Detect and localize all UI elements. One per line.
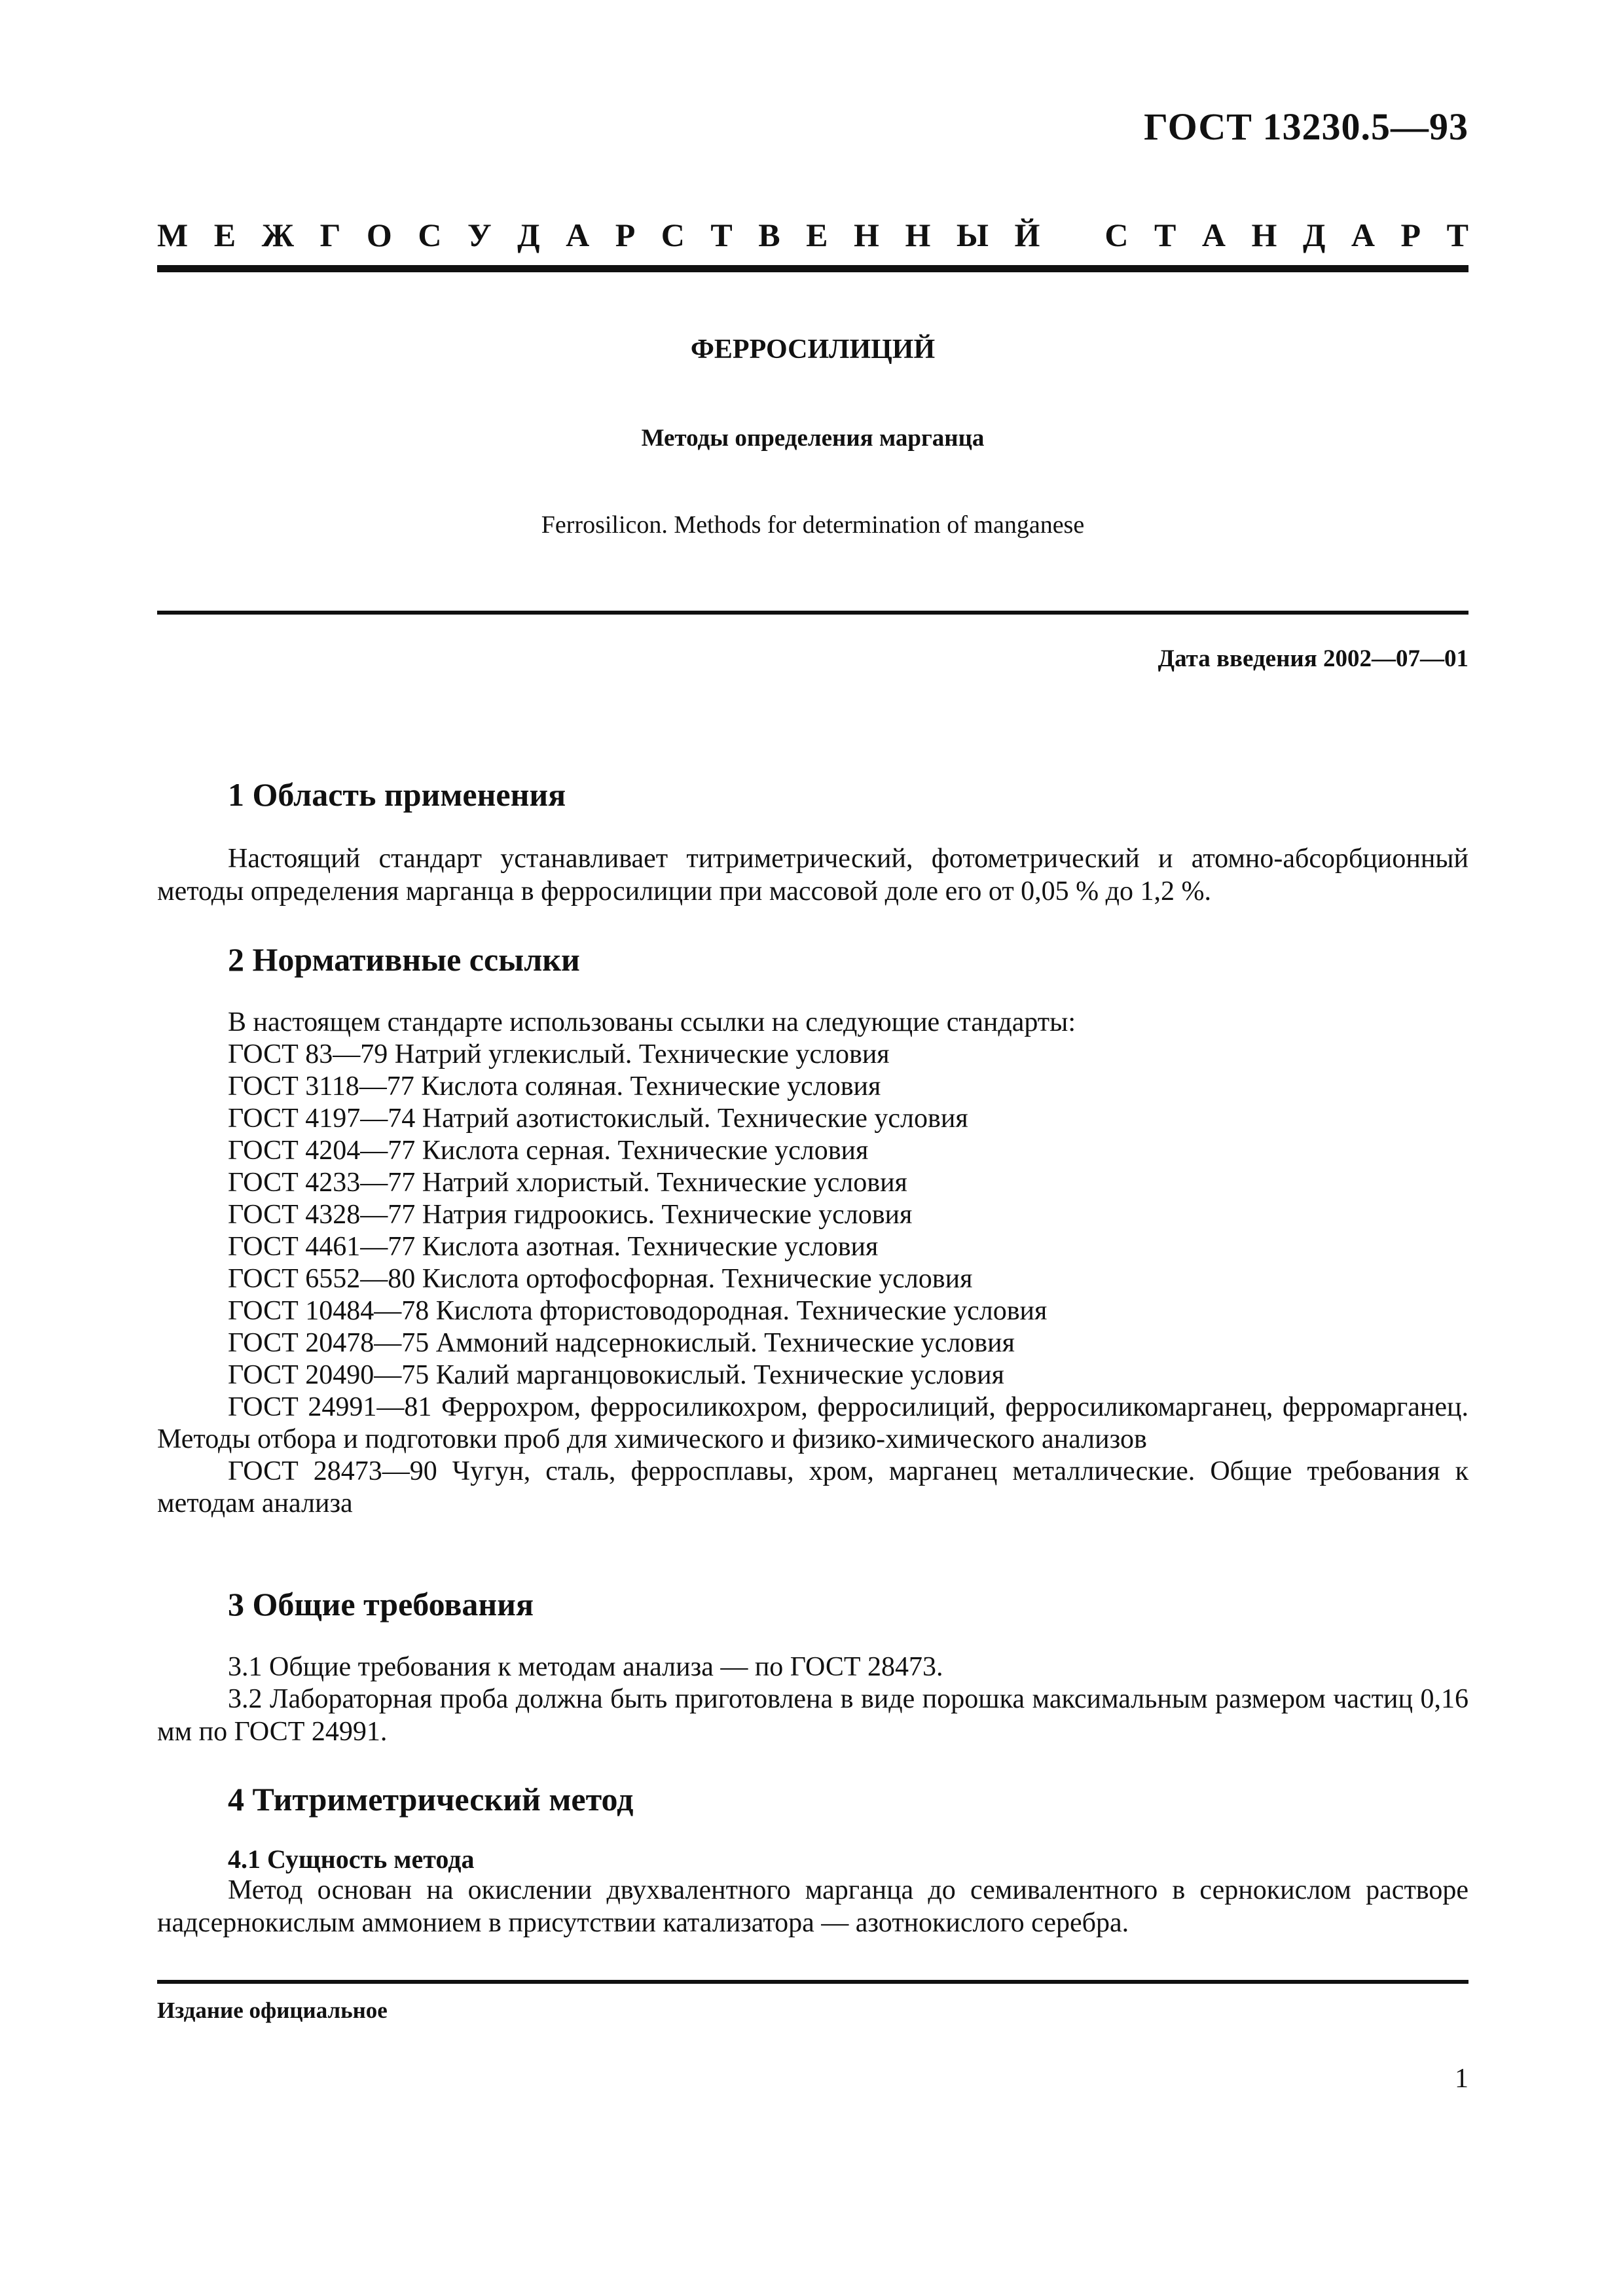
header-letter: Ж (261, 217, 295, 253)
header-letter: Д (1302, 217, 1326, 253)
section-paragraph (157, 1874, 1468, 1939)
reference-item (157, 1456, 1468, 1520)
header-letter: С (661, 217, 685, 253)
header-letter: Д (517, 217, 540, 253)
reference-item: ГОСТ 83—79 Натрий углекислый. Технические условия (228, 1039, 890, 1069)
header-letter: М (157, 217, 189, 253)
paragraph-text: 3.2 Лабораторная проба должна быть приготовлена в виде порошка максимальным размером частиц 0,16 мм по ГОСТ 24991. (157, 1684, 1468, 1747)
reference-text: ГОСТ 24991—81 Феррохром, ферросиликохром, ферросилиций, ферросиликомарганец, ферромарганец. Методы отбора и подготовки проб для химического и физико-химического анализов (157, 1392, 1468, 1454)
section-heading: 2 Нормативные ссылки (228, 941, 580, 978)
subsection-heading: 4.1 Сущность метода (228, 1844, 475, 1874)
reference-item: ГОСТ 3118—77 Кислота соляная. Технические условия (228, 1071, 881, 1102)
reference-item: ГОСТ 20478—75 Аммоний надсернокислый. Технические условия (228, 1328, 1015, 1358)
section-paragraph (157, 1651, 1468, 1683)
header-letter: А (1351, 217, 1375, 253)
header-letter: Е (213, 217, 236, 253)
header-rule (157, 265, 1468, 272)
reference-item (157, 1391, 1468, 1456)
section-heading: 1 Область применения (228, 776, 566, 813)
reference-item: ГОСТ 10484—78 Кислота фтористоводородная. Технические условия (228, 1296, 1048, 1326)
reference-item: ГОСТ 4328—77 Натрия гидроокись. Технические условия (228, 1200, 913, 1230)
section-paragraph (157, 1683, 1468, 1748)
header-letter: О (366, 217, 392, 253)
normative-references (157, 1007, 1468, 1520)
header-letter: Н (854, 217, 879, 253)
header-letter: Ы (956, 217, 989, 253)
title-rule (157, 611, 1468, 615)
introduction-date: Дата введения 2002—07—01 (1158, 645, 1468, 672)
header-letter: У (467, 217, 492, 253)
header-letter: Р (1400, 217, 1421, 253)
section-heading: 4 Титриметрический метод (228, 1781, 634, 1818)
paragraph-text: Метод основан на окислении двухвалентного марганца до семивалентного в сернокислом растворе надсернокислым аммонием в присутствии катализатора — азотнокислого серебра. (157, 1875, 1468, 1938)
document-title: ФЕРРОСИЛИЦИЙ (690, 334, 936, 365)
english-title: Ferrosilicon. Methods for determination of manganese (541, 511, 1085, 539)
reference-text: ГОСТ 28473—90 Чугун, сталь, ферросплавы, хром, марганец металлические. Общие требования к методам анализа (157, 1456, 1468, 1518)
document-number: ГОСТ 13230.5—93 (1144, 105, 1468, 148)
header-letter: Т (1154, 217, 1176, 253)
header-letter: Н (905, 217, 931, 253)
header-letter: В (758, 217, 780, 253)
paragraph-text: 3.1 Общие требования к методам анализа — по ГОСТ 28473. (228, 1652, 943, 1682)
reference-item: ГОСТ 6552—80 Кислота ортофосфорная. Технические условия (228, 1264, 973, 1294)
document-subtitle: Методы определения марганца (641, 425, 985, 452)
header-letter: Р (615, 217, 636, 253)
header-letter: Т (710, 217, 733, 253)
header-letter: Т (1446, 217, 1468, 253)
header-letter: Е (806, 217, 828, 253)
reference-item: ГОСТ 4204—77 Кислота серная. Технические условия (228, 1136, 869, 1166)
reference-item: ГОСТ 4197—74 Натрий азотистокислый. Технические условия (228, 1103, 968, 1134)
header-letter: С (1104, 217, 1129, 253)
interstate-standard-header (157, 216, 1468, 254)
header-letter: А (566, 217, 590, 253)
references-intro: В настоящем стандарте использованы ссылки на следующие стандарты: (228, 1007, 1076, 1037)
header-letter: С (418, 217, 442, 253)
section-heading: 3 Общие требования (228, 1586, 534, 1623)
paragraph-text: Настоящий стандарт устанавливает титриметрический, фотометрический и атомно-абсорбционный методы определения марганца в ферросилиции при массовой доле его от 0,05 % до 1,2 %. (157, 844, 1468, 906)
header-letter: А (1201, 217, 1226, 253)
header-letter: Н (1251, 217, 1277, 253)
reference-item: ГОСТ 4461—77 Кислота азотная. Технические условия (228, 1232, 879, 1262)
section-paragraph (157, 842, 1468, 908)
header-letter: Г (319, 217, 341, 253)
page-number: 1 (1455, 2064, 1468, 2094)
reference-item: ГОСТ 4233—77 Натрий хлористый. Технические условия (228, 1168, 907, 1198)
official-edition-label: Издание официальное (157, 1998, 388, 2023)
footer-rule (157, 1980, 1468, 1984)
header-letter: Й (1014, 217, 1040, 253)
reference-item: ГОСТ 20490—75 Калий марганцовокислый. Технические условия (228, 1360, 1004, 1390)
